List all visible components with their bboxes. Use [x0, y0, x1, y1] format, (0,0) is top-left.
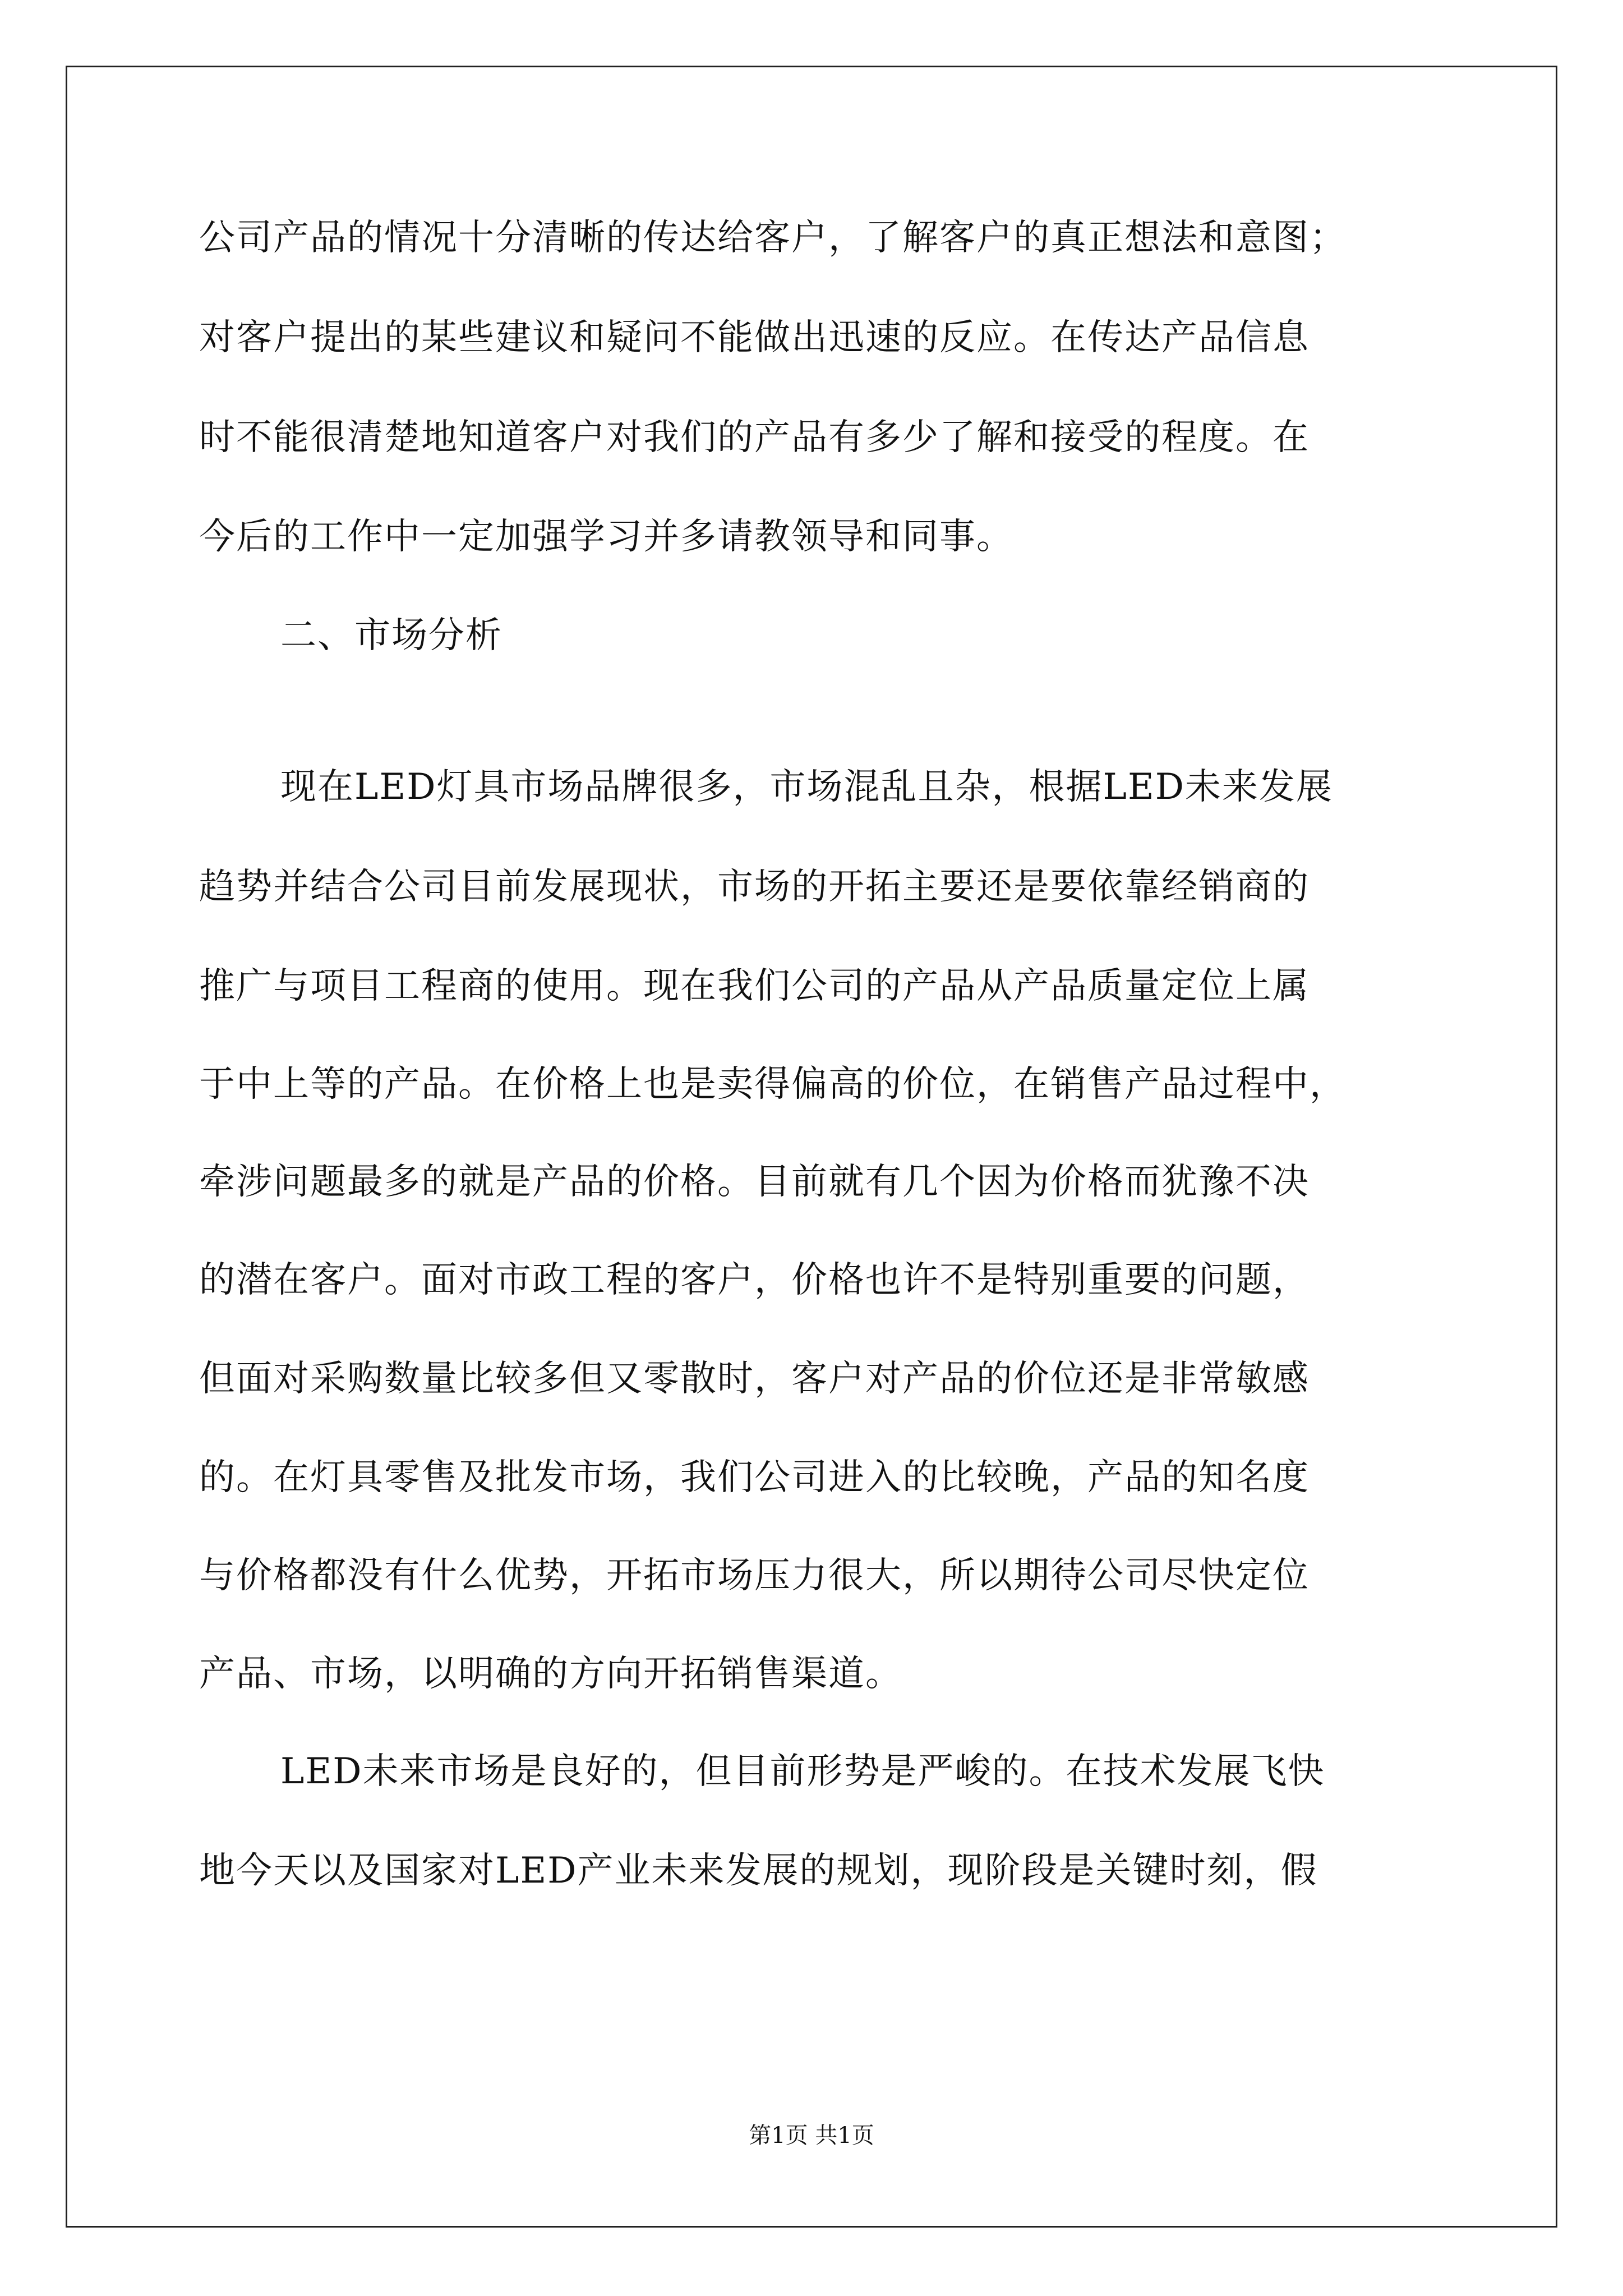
text-line: 推广与项目工程商的使用。现在我们公司的产品从产品质量定位上属 — [199, 965, 1310, 1007]
text-line: 于中上等的产品。在价格上也是卖得偏高的价位，在销售产品过程中， — [199, 1064, 1347, 1105]
text-line: 时不能很清楚地知道客户对我们的产品有多少了解和接受的程度。在 — [199, 417, 1310, 458]
section-heading: 二、市场分析 — [280, 615, 502, 656]
text-line: 今后的工作中一定加强学习并多请教领导和同事。 — [199, 516, 1013, 558]
text-line: LED未来市场是良好的，但目前形势是严峻的。在技术发展飞快 — [280, 1751, 1325, 1792]
text-line: 的。在灯具零售及批发市场，我们公司进入的比较晚，产品的知名度 — [199, 1457, 1310, 1498]
page-border — [66, 66, 1557, 2228]
text-line: 的潜在客户。面对市政工程的客户，价格也许不是特别重要的问题， — [199, 1259, 1310, 1301]
text-line: 但面对采购数量比较多但又零散时，客户对产品的价位还是非常敏感 — [199, 1358, 1310, 1400]
text-line: 公司产品的情况十分清晰的传达给客户，了解客户的真正想法和意图； — [199, 217, 1347, 259]
page-footer: 第1页 共1页 — [749, 2123, 874, 2148]
text-line: 地今天以及国家对LED产业未来发展的规划，现阶段是关键时刻，假 — [199, 1850, 1318, 1892]
text-line: 产品、市场，以明确的方向开拓销售渠道。 — [199, 1653, 902, 1695]
text-line: 现在LED灯具市场品牌很多，市场混乱且杂，根据LED未来发展 — [280, 766, 1334, 808]
text-line: 趋势并结合公司目前发展现状，市场的开拓主要还是要依靠经销商的 — [199, 866, 1310, 908]
text-line: 对客户提出的某些建议和疑问不能做出迅速的反应。在传达产品信息 — [199, 317, 1310, 358]
text-line: 牵涉问题最多的就是产品的价格。目前就有几个因为价格而犹豫不决 — [199, 1161, 1310, 1203]
text-line: 与价格都没有什么优势，开拓市场压力很大，所以期待公司尽快定位 — [199, 1555, 1310, 1596]
